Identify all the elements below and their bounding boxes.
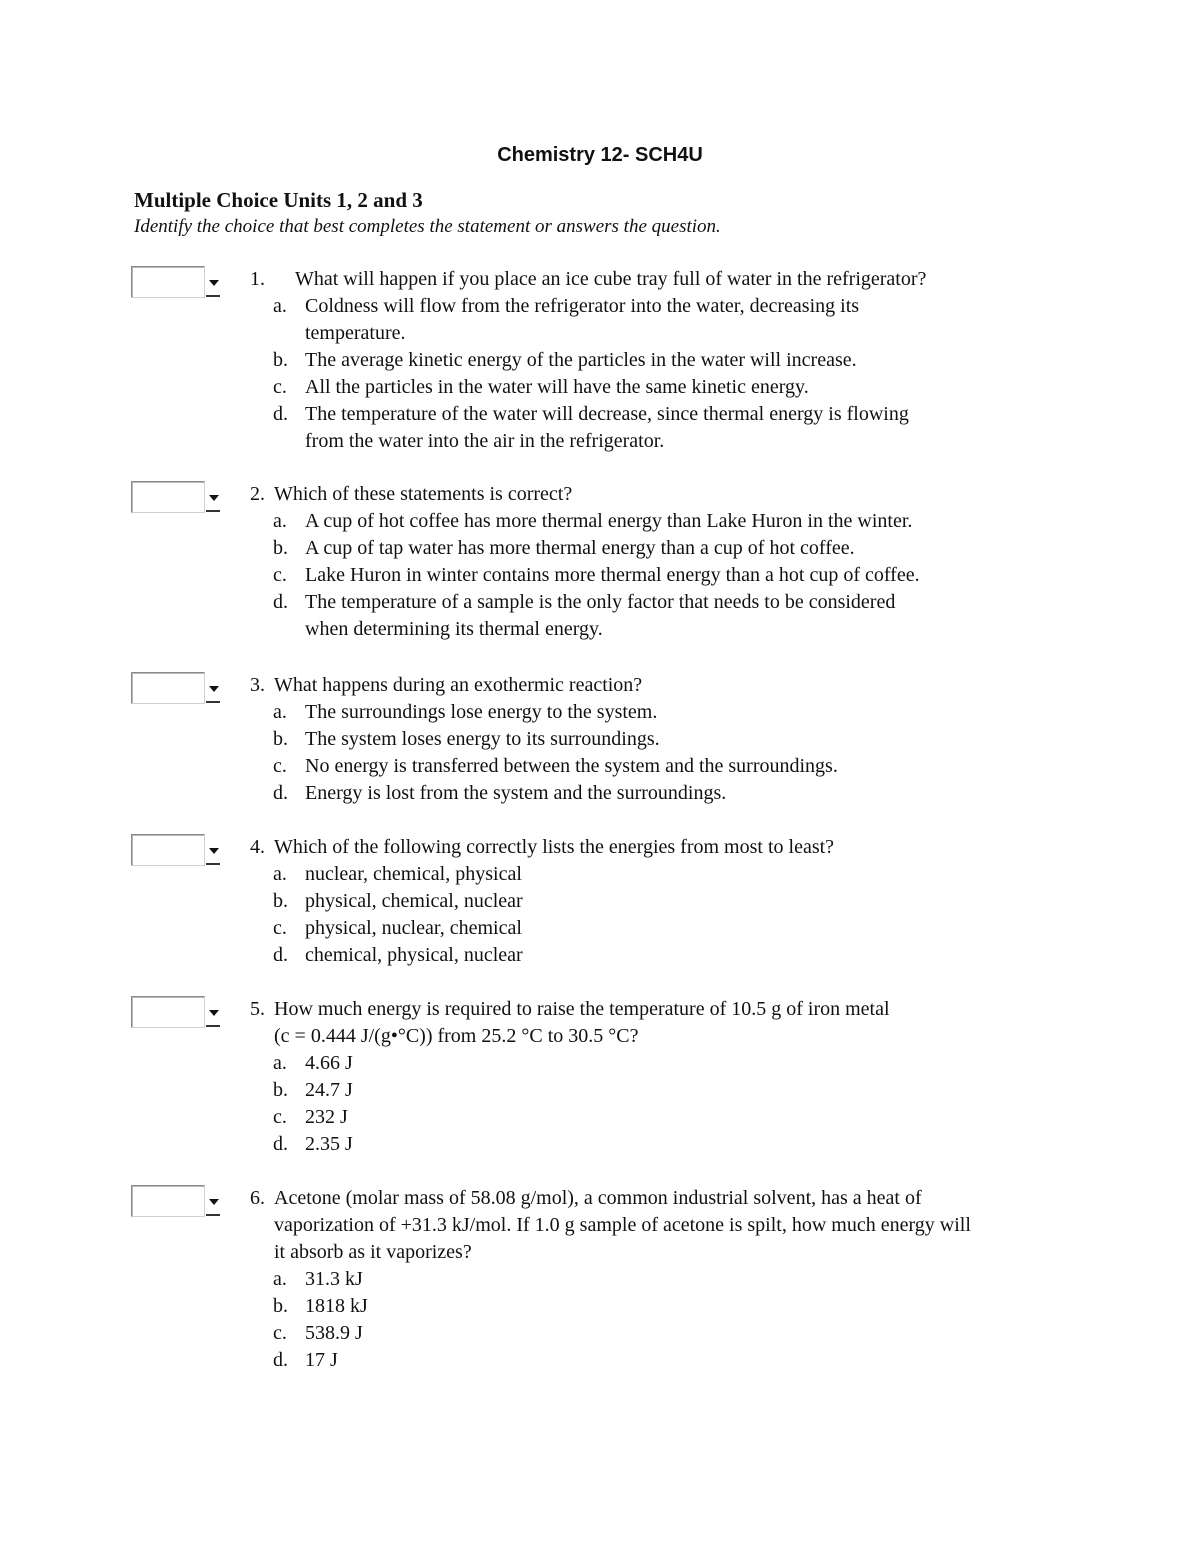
- option-letter: a.: [273, 510, 287, 532]
- dropdown-underline: [206, 863, 220, 865]
- question-text-segment: What happens during an exothermic reaction?: [274, 674, 643, 696]
- question-text-line: [250, 996, 1110, 1023]
- option-item: [250, 1266, 1110, 1293]
- chevron-down-icon[interactable]: [209, 848, 219, 854]
- chevron-down-icon[interactable]: [209, 1010, 219, 1016]
- option-item: [250, 1050, 1110, 1077]
- question-text-line: [250, 1212, 1110, 1239]
- option-item: [250, 1131, 1110, 1158]
- option-letter: b.: [273, 890, 288, 912]
- option-text: from the water into the air in the refrigerator.: [305, 430, 665, 452]
- answer-dropdown[interactable]: [131, 834, 219, 868]
- question-text-line: [250, 672, 1110, 699]
- answer-box[interactable]: [131, 1185, 205, 1217]
- option-text: temperature.: [305, 322, 406, 344]
- answer-box[interactable]: [131, 834, 205, 866]
- option-text: The temperature of the water will decrease, since thermal energy is flowing: [305, 403, 909, 425]
- option-letter: a.: [273, 295, 287, 317]
- option-letter: c.: [273, 917, 287, 939]
- answer-dropdown[interactable]: [131, 996, 219, 1030]
- option-item: [250, 942, 1110, 969]
- option-item: [250, 753, 1110, 780]
- option-list: [250, 1266, 1110, 1374]
- option-letter: b.: [273, 1295, 288, 1317]
- option-text: Coldness will flow from the refrigerator into the water, decreasing its: [305, 295, 860, 317]
- option-item: [250, 347, 1110, 374]
- question-stem: [250, 481, 1110, 643]
- option-letter: c.: [273, 564, 287, 586]
- option-text: chemical, physical, nuclear: [305, 944, 523, 966]
- option-text: physical, nuclear, chemical: [305, 917, 522, 939]
- option-item: [250, 401, 1110, 455]
- answer-dropdown[interactable]: [131, 266, 219, 300]
- option-text: A cup of tap water has more thermal energy than a cup of hot coffee.: [305, 537, 855, 559]
- dropdown-underline: [206, 510, 220, 512]
- option-list: [250, 293, 1110, 455]
- question-number: 4.: [250, 836, 265, 858]
- option-list: [250, 508, 1110, 643]
- option-text: 17 J: [305, 1349, 338, 1371]
- option-letter: a.: [273, 1052, 287, 1074]
- question-stem: [250, 266, 1110, 455]
- question-text-line: [250, 834, 1110, 861]
- question-text: [250, 834, 1110, 861]
- option-letter: b.: [273, 1079, 288, 1101]
- option-item: [250, 915, 1110, 942]
- option-text: 31.3 kJ: [305, 1268, 363, 1290]
- option-item: [250, 861, 1110, 888]
- question-text: [250, 266, 1110, 293]
- question-text-segment: What will happen if you place an ice cube tray full of water in the refrigerator?: [295, 268, 927, 290]
- answer-dropdown[interactable]: [131, 672, 219, 706]
- option-letter: c.: [273, 376, 287, 398]
- option-text: 4.66 J: [305, 1052, 353, 1074]
- answer-box[interactable]: [131, 481, 205, 513]
- option-item: [250, 1077, 1110, 1104]
- option-item: [250, 535, 1110, 562]
- option-item: [250, 374, 1110, 401]
- option-text: 232 J: [305, 1106, 348, 1128]
- option-text: nuclear, chemical, physical: [305, 863, 522, 885]
- question-text-line: [250, 1023, 1110, 1050]
- chevron-down-icon[interactable]: [209, 280, 219, 286]
- question-text-line: [250, 1239, 1110, 1266]
- question-text: [250, 481, 1110, 508]
- question-text: [250, 672, 1110, 699]
- dropdown-underline: [206, 295, 220, 297]
- dropdown-underline: [206, 1214, 220, 1216]
- option-item: [250, 780, 1110, 807]
- option-list: [250, 1050, 1110, 1158]
- option-letter: d.: [273, 944, 288, 966]
- option-letter: b.: [273, 537, 288, 559]
- option-item: [250, 293, 1110, 347]
- option-item: [250, 888, 1110, 915]
- option-text: Lake Huron in winter contains more thermal energy than a hot cup of coffee.: [305, 564, 920, 586]
- option-text: physical, chemical, nuclear: [305, 890, 523, 912]
- dropdown-underline: [206, 1025, 220, 1027]
- question-text-segment: (c = 0.444 J/(g•°C)) from 25.2 °C to 30.5 °C?: [274, 1025, 639, 1047]
- answer-box[interactable]: [131, 996, 205, 1028]
- option-letter: d.: [273, 1349, 288, 1371]
- chevron-down-icon[interactable]: [209, 686, 219, 692]
- option-list: [250, 699, 1110, 807]
- option-item: [250, 508, 1110, 535]
- answer-dropdown[interactable]: [131, 1185, 219, 1219]
- question-text-segment: How much energy is required to raise the temperature of 10.5 g of iron metal: [274, 998, 890, 1020]
- option-letter: a.: [273, 1268, 287, 1290]
- dropdown-underline: [206, 701, 220, 703]
- option-list: [250, 861, 1110, 969]
- question-text-line: [250, 1185, 1110, 1212]
- question-text-segment: Acetone (molar mass of 58.08 g/mol), a common industrial solvent, has a heat of: [274, 1187, 922, 1209]
- option-text: 24.7 J: [305, 1079, 353, 1101]
- option-letter: a.: [273, 701, 287, 723]
- answer-box[interactable]: [131, 266, 205, 298]
- option-letter: b.: [273, 349, 288, 371]
- question-text-segment: vaporization of +31.3 kJ/mol. If 1.0 g sample of acetone is spilt, how much energy will: [274, 1214, 971, 1236]
- option-letter: d.: [273, 782, 288, 804]
- option-letter: b.: [273, 728, 288, 750]
- section-heading: Multiple Choice Units 1, 2 and 3: [134, 188, 423, 212]
- answer-box[interactable]: [131, 672, 205, 704]
- option-item: [250, 562, 1110, 589]
- option-text: All the particles in the water will have the same kinetic energy.: [305, 376, 809, 398]
- question-text-segment: Which of the following correctly lists the energies from most to least?: [274, 836, 835, 858]
- answer-dropdown[interactable]: [131, 481, 219, 515]
- option-text: 538.9 J: [305, 1322, 363, 1344]
- option-letter: d.: [273, 1133, 288, 1155]
- option-item: [250, 1293, 1110, 1320]
- chevron-down-icon[interactable]: [209, 495, 219, 501]
- question-text-segment: it absorb as it vaporizes?: [274, 1241, 472, 1263]
- option-letter: d.: [273, 403, 288, 425]
- option-item: [250, 699, 1110, 726]
- question-stem: [250, 1185, 1110, 1374]
- option-text: The system loses energy to its surroundings.: [305, 728, 660, 750]
- option-text: Energy is lost from the system and the surroundings.: [305, 782, 727, 804]
- option-letter: c.: [273, 1322, 287, 1344]
- question-text: [250, 996, 1110, 1050]
- question-text-line: [250, 481, 1110, 508]
- option-item: [250, 1104, 1110, 1131]
- option-letter: c.: [273, 1106, 287, 1128]
- option-text: The temperature of a sample is the only factor that needs to be considered: [305, 591, 896, 613]
- question-text: [250, 1185, 1110, 1266]
- chevron-down-icon[interactable]: [209, 1199, 219, 1205]
- option-text: 1818 kJ: [305, 1295, 368, 1317]
- question-stem: [250, 834, 1110, 969]
- question-stem: [250, 996, 1110, 1158]
- option-letter: a.: [273, 863, 287, 885]
- option-letter: c.: [273, 755, 287, 777]
- option-text: when determining its thermal energy.: [305, 618, 603, 640]
- option-text: The surroundings lose energy to the system.: [305, 701, 658, 723]
- option-text: No energy is transferred between the system and the surroundings.: [305, 755, 838, 777]
- question-text-segment: Which of these statements is correct?: [274, 483, 573, 505]
- question-number: 1.: [250, 268, 265, 290]
- option-text: The average kinetic energy of the particles in the water will increase.: [305, 349, 857, 371]
- question-number: 2.: [250, 483, 265, 505]
- option-item: [250, 1347, 1110, 1374]
- question-number: 6.: [250, 1187, 265, 1209]
- option-letter: d.: [273, 591, 288, 613]
- option-item: [250, 589, 1110, 643]
- option-item: [250, 1320, 1110, 1347]
- question-number: 3.: [250, 674, 265, 696]
- option-item: [250, 726, 1110, 753]
- option-text: A cup of hot coffee has more thermal energy than Lake Huron in the winter.: [305, 510, 913, 532]
- page-title: Chemistry 12- SCH4U: [497, 144, 703, 166]
- question-text-line: [250, 266, 1110, 293]
- option-text: 2.35 J: [305, 1133, 353, 1155]
- question-number: 5.: [250, 998, 265, 1020]
- question-stem: [250, 672, 1110, 807]
- instructions: Identify the choice that best completes the statement or answers the question.: [134, 216, 721, 237]
